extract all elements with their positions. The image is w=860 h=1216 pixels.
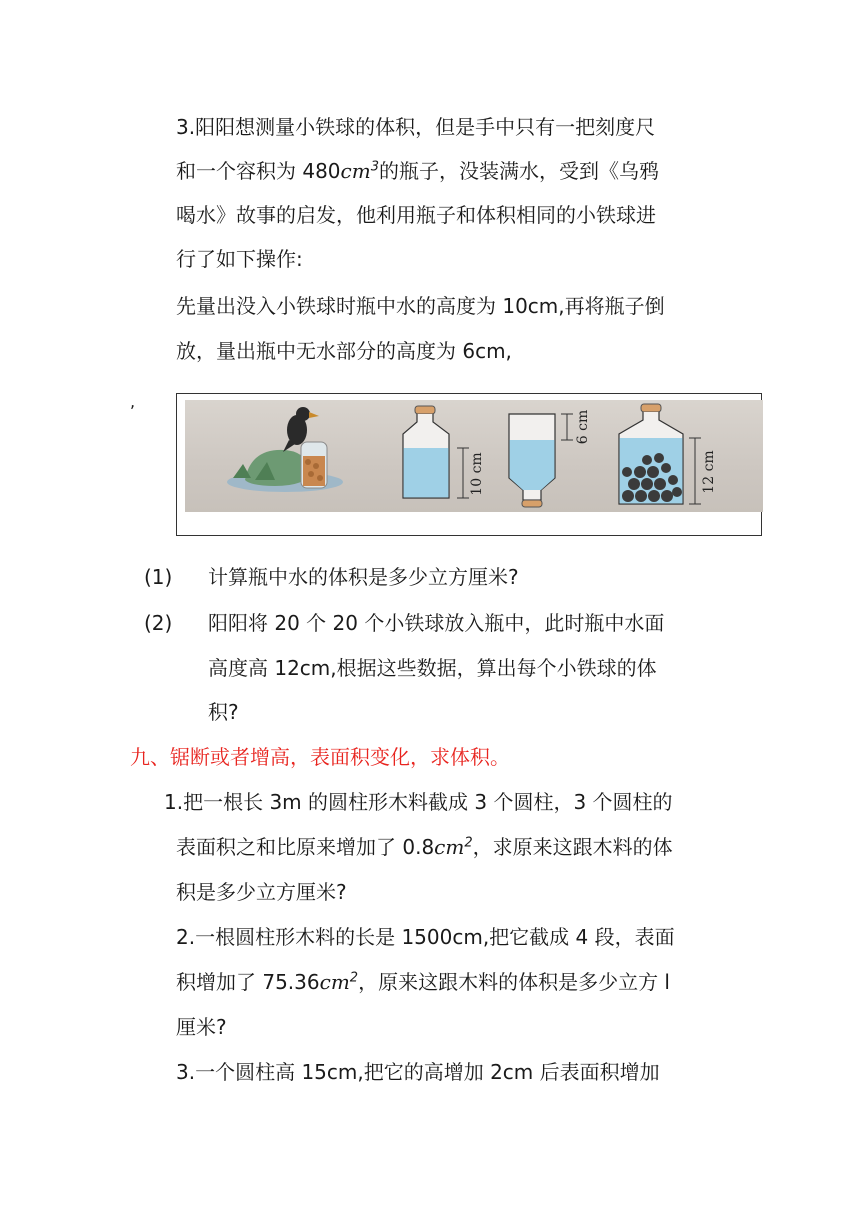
q2-number: (2) bbox=[144, 611, 173, 635]
bottle-inverted bbox=[509, 414, 573, 507]
label-6cm: 6 cm bbox=[575, 409, 591, 445]
q1-text: 计算瓶中水的体积是多少立方厘米? bbox=[208, 565, 519, 589]
section9-p1-line3: 积是多少立方厘米? bbox=[176, 880, 347, 904]
problem3-line2 bbox=[176, 157, 659, 185]
section9-heading: 九、锯断或者增高，表面积变化，求体积。 bbox=[130, 745, 510, 769]
section9-p2-unit-exponent: 2 bbox=[349, 970, 359, 986]
q1-number: (1) bbox=[144, 565, 173, 589]
section9-p1-unit: cm bbox=[434, 835, 465, 859]
q2-line3: 积? bbox=[208, 700, 239, 724]
section9-p2-line3: 厘米? bbox=[176, 1015, 227, 1039]
problem3-line3: 喝水》故事的启发，他利用瓶子和体积相同的小铁球进 bbox=[176, 203, 656, 227]
section9-p3-line1: 3.一个圆柱高 15cm,把它的高增加 2cm 后表面积增加 bbox=[176, 1060, 660, 1084]
section9-p1-line2 bbox=[176, 833, 673, 861]
crow-bottle-illustration bbox=[185, 400, 763, 512]
label-12cm: 12 cm bbox=[701, 450, 717, 494]
problem3-line5: 先量出没入小铁球时瓶中水的高度为 10cm,再将瓶子倒 bbox=[176, 294, 665, 318]
section9-p2-unit: cm bbox=[319, 970, 350, 994]
section9-p1-line1: 1.把一根长 3m 的圆柱形木料截成 3 个圆柱，3 个圆柱的 bbox=[164, 790, 673, 814]
problem3-line2-post: 的瓶子，没装满水，受到《乌鸦 bbox=[378, 159, 659, 183]
section9-p2-line2-pre: 积增加了 75.36 bbox=[176, 970, 320, 994]
problem3-unit: cm bbox=[340, 159, 371, 183]
problem3-unit-exponent: 3 bbox=[370, 159, 379, 175]
problem3-line2-pre: 和一个容积为 480 bbox=[176, 159, 341, 183]
section9-p1-line2-post: ，求原来这跟木料的体 bbox=[472, 835, 673, 859]
q2-line1: 阳阳将 20 个 20 个小铁球放入瓶中，此时瓶中水面 bbox=[208, 611, 665, 635]
q2-line2: 高度高 12cm,根据这些数据，算出每个小铁球的体 bbox=[208, 656, 657, 680]
jar-icon bbox=[301, 442, 327, 488]
label-10cm: 10 cm bbox=[469, 452, 485, 496]
bottle-upright bbox=[403, 406, 469, 498]
section9-p2-line2-post: ，原来这跟木料的体积是多少立方 l bbox=[358, 970, 670, 994]
problem3-line1: 3.阳阳想测量小铁球的体积，但是手中只有一把刻度尺 bbox=[176, 115, 656, 139]
section9-p2-line1: 2.一根圆柱形木料的长是 1500cm,把它截成 4 段，表面 bbox=[176, 925, 675, 949]
figure-photo bbox=[185, 400, 763, 512]
problem3-line4: 行了如下操作: bbox=[176, 247, 303, 271]
stray-comma: , bbox=[130, 392, 136, 411]
section9-p1-unit-exponent: 2 bbox=[464, 835, 473, 851]
bottle-with-iron-balls bbox=[619, 404, 701, 504]
section9-p2-line2 bbox=[176, 968, 670, 996]
section9-p1-line2-pre: 表面积之和比原来增加了 0.8 bbox=[176, 835, 435, 859]
figure-box bbox=[176, 393, 762, 536]
problem3-line6: 放，量出瓶中无水部分的高度为 6cm, bbox=[176, 339, 512, 363]
